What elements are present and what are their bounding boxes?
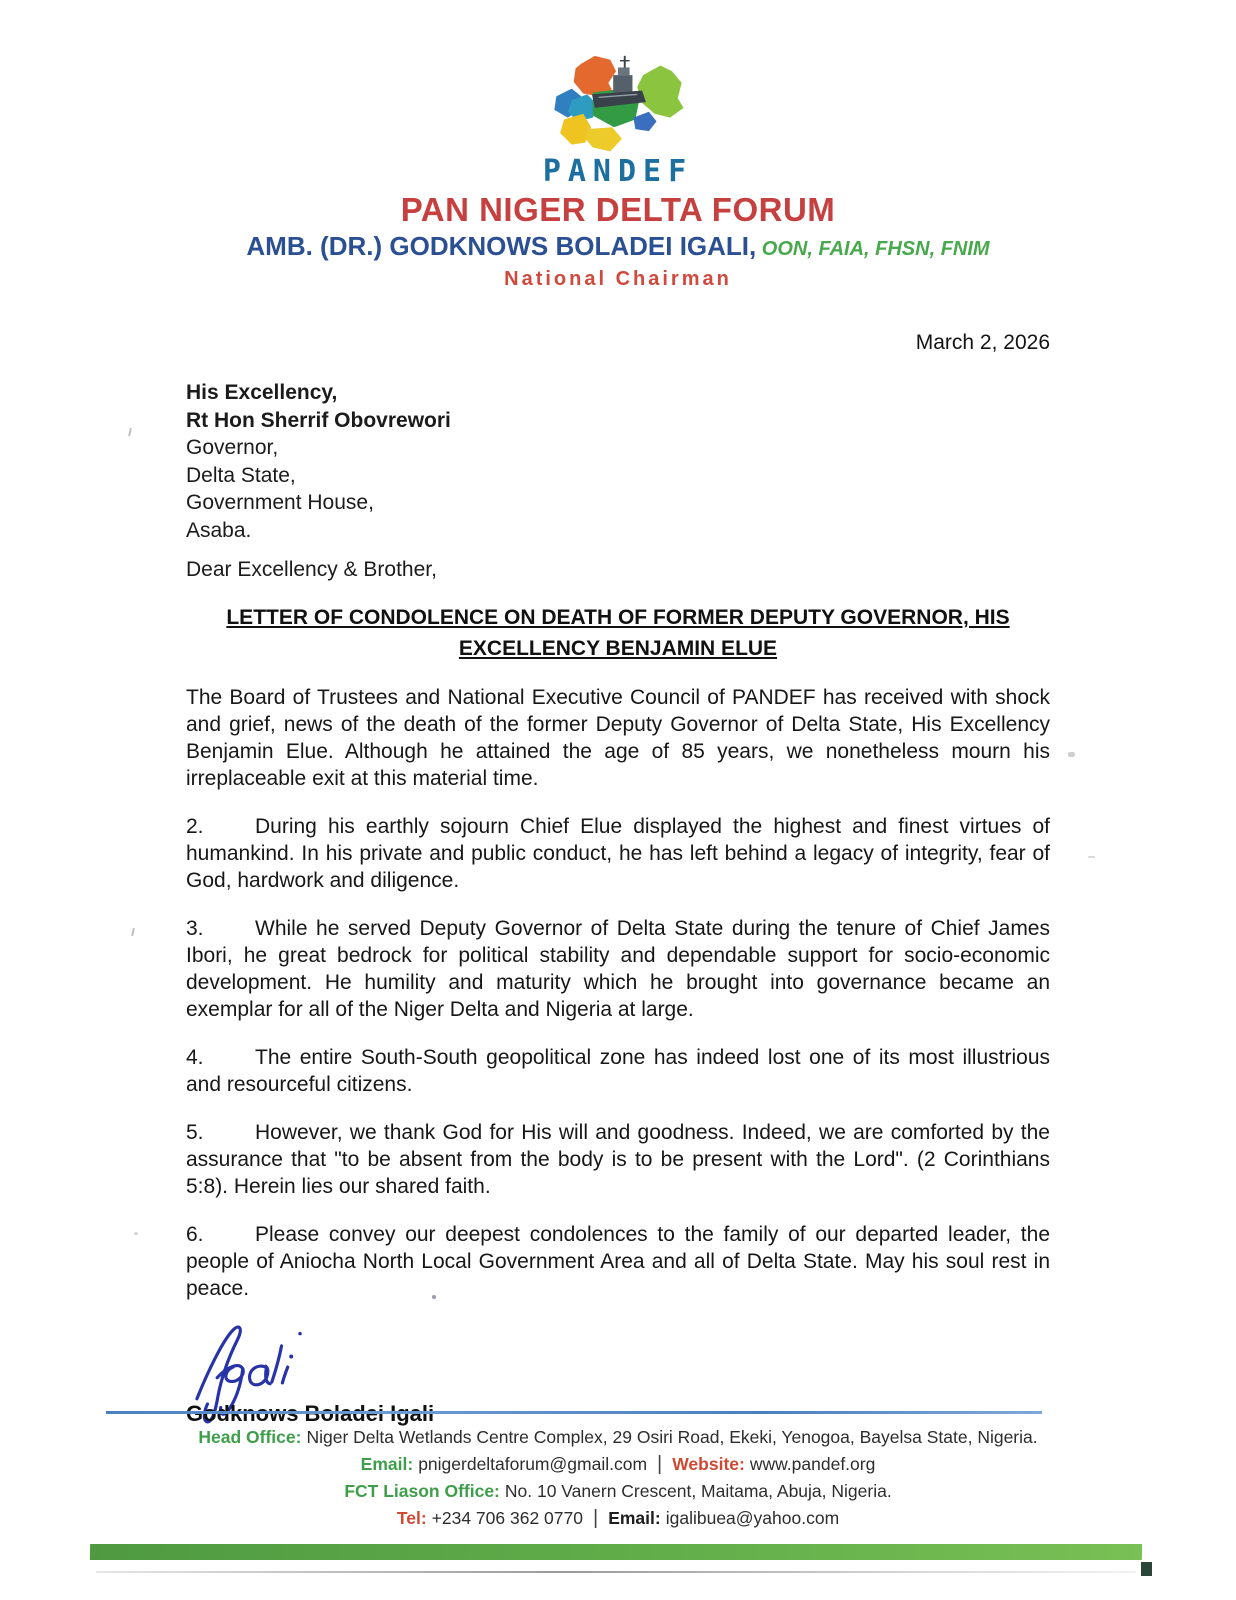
fct-office-label: FCT Liason Office: [344,1481,500,1501]
head-office-value: Niger Delta Wetlands Centre Complex, 29 Osiri Road, Ekeki, Yenogoa, Bayelsa State, Nigeria. [306,1427,1038,1447]
fct-office-value: No. 10 Vanern Crescent, Maitama, Abuja, Nigeria. [504,1481,892,1501]
footer-line-tel-email [0,1505,1236,1532]
paragraph-5 [186,1119,1050,1200]
footer-faint-scan-line [96,1571,1136,1573]
head-office-label: Head Office: [198,1427,302,1447]
paragraph-1 [186,684,1050,792]
chairman-honors: OON, FAIA, FHSN, FNIM [756,238,990,260]
website-value: www.pandef.org [749,1454,876,1474]
email-label: Email: [360,1454,414,1474]
paragraph-number: 5. [186,1121,204,1144]
paragraph-6 [186,1221,1050,1302]
website-label: Website: [672,1454,745,1474]
footer-line-email-website [0,1451,1236,1478]
email-value: pnigerdeltaforum@gmail.com [418,1454,648,1474]
paragraph-number: 4. [186,1046,204,1069]
subject-line-1: LETTER OF CONDOLENCE ON DEATH OF FORMER DEPUTY GOVERNOR, HIS [226,606,1010,629]
paragraph-3 [186,915,1050,1023]
logo-wordmark: PANDEF [542,154,694,189]
recipient-address [186,379,1050,544]
scan-artifact [134,1232,138,1235]
email2-label: Email: [608,1508,661,1528]
subject-heading [186,602,1050,664]
scan-artifact [128,428,132,436]
chairman-title: National Chairman [504,268,732,290]
footer-green-bar [90,1544,1142,1560]
address-line: Rt Hon Sherrif Obovrewori [186,408,451,432]
salutation: Dear Excellency & Brother, [186,558,437,581]
paragraph-text: The entire South-South geopolitical zone has indeed lost one of its most illustrious and resourceful citizens. [186,1046,1050,1096]
tel-value: +234 706 362 0770 [431,1508,583,1528]
paragraph-4 [186,1044,1050,1098]
paragraph-number: 3. [186,917,204,940]
paragraph-number: 2. [186,815,204,838]
separator-bar: | [593,1507,599,1529]
paragraph-text: The Board of Trustees and National Executive Council of PANDEF has received with shock and grief, news of the death of the former Deputy Governor of Delta State, His Excellency Benjamin Elue. Although he attained the age of 85 years, we nonetheless mourn his irreplaceable exit at this material time. [186,686,1050,790]
footer-contact-block [0,1424,1236,1532]
scan-artifact [1088,856,1095,858]
footer-corner-mark [1141,1562,1152,1576]
address-line: Governor, [186,436,279,459]
chairman-name: AMB. (DR.) GODKNOWS BOLADEI IGALI, [246,231,757,261]
scan-artifact [1068,752,1075,757]
tel-label: Tel: [396,1508,427,1528]
paragraph-text: However, we thank God for His will and goodness. Indeed, we are comforted by the assurance that "to be absent from the body is to be present with the Lord". (2 Corinthians 5:8). Herein lies our shared faith. [186,1121,1050,1198]
organization-name: PAN NIGER DELTA FORUM [400,191,836,228]
address-line: His Excellency, [186,381,338,404]
pandef-logo-map-icon [529,52,707,160]
letterhead [0,0,1236,291]
chairman-line [0,231,1236,264]
paragraph-2 [186,813,1050,894]
address-line: Government House, [186,491,374,514]
scan-artifact [432,1295,436,1299]
email2-value: igalibuea@yahoo.com [665,1508,840,1528]
footer-divider-line [106,1411,1042,1414]
paragraph-text: Please convey our deepest condolences to the family of our departed leader, the people of Aniocha North Local Government Area and all of Delta State. May his soul rest in peace. [186,1223,1050,1300]
paragraph-text: During his earthly sojourn Chief Elue displayed the highest and finest virtues of humankind. In his private and public conduct, he has left behind a legacy of integrity, fear of God, hardwork and diligence. [186,815,1050,892]
subject-line-2: EXCELLENCY BENJAMIN ELUE [458,637,778,660]
letter-date: March 2, 2026 [915,331,1050,354]
scan-artifact [131,928,135,936]
address-line: Delta State, [186,463,296,487]
paragraph-text: While he served Deputy Governor of Delta State during the tenure of Chief James Ibori, he great bedrock for political stability and dependable support for socio-economic development. He humility and maturity which he brought into governance became an exemplar for all of the Niger Delta and Nigeria at large. [186,917,1050,1021]
footer-line-head-office [0,1424,1236,1451]
address-line: Asaba. [186,518,252,542]
paragraph-number: 6. [186,1223,204,1246]
footer-line-fct-office [0,1478,1236,1505]
letter-body [186,379,1050,1427]
separator-bar: | [657,1453,663,1475]
